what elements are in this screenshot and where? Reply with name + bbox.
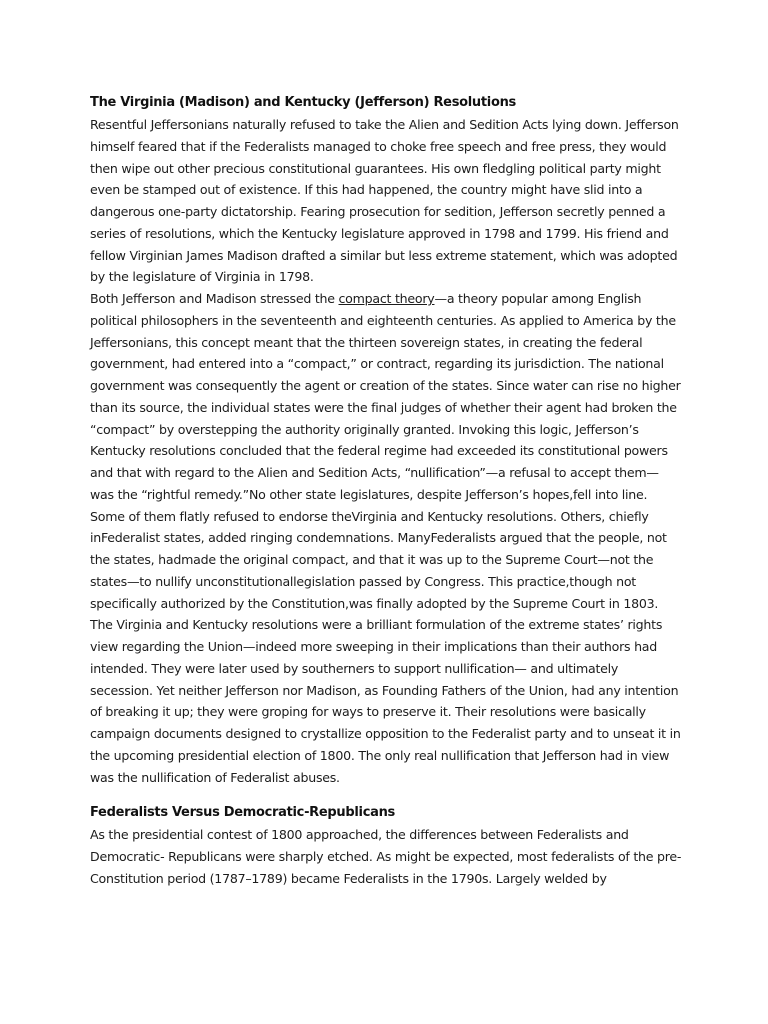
- paragraph-text: —a theory popular among English political philosophers in the seventeenth and eighteenth centuries. As applied to America by the Jeffersonians, this concept meant that the thirteen sovereign states, in creating the federal government, had entered into a “compact,” or contract, regarding its jurisdiction. The national government was consequently the agent or creation of the states. Since water can rise no higher than its source, the individual states were the final judges of whether their agent had broken the “compact” by overstepping the authority originally granted. Invoking this logic, Jefferson’s Kentucky resolutions concluded that the federal regime had exceeded its constitutional powers and that with regard to the Alien and Sedition Acts, “nullification”—a refusal to accept them—was the “rightful remedy.”No other state legislatures, despite Jefferson’s hopes,fell into line. Some of them flatly refused to endorse theVirginia and Kentucky resolutions. Others, chiefly inFederalist states, added ringing condemnations. ManyFederalists argued that the people, not the states, hadmade the original compact, and that it was up to the Supreme Court—not the states—to nullify unconstitutionallegislation passed by Congress. This practice,though not specifically authorized by the Constitution,was finally adopted by the Supreme Court in 1803.: [90, 291, 681, 611]
- paragraph-brilliant-formulation: The Virginia and Kentucky resolutions were a brilliant formulation of the extreme states’ rights view regarding the Union—indeed more sweeping in their implications than their authors had intended. They were later used by southerners to support nullification— and ultimately secession. Yet neither Jefferson nor Madison, as Founding Fathers of the Union, had any intention of breaking it up; they were groping for ways to preserve it. Their resolutions were basically campaign documents designed to crystallize opposition to the Federalist party and to unseat it in the upcoming presidential election of 1800. The only real nullification that Jefferson had in view was the nullification of Federalist abuses.: [90, 617, 681, 785]
- paragraph-text: Both Jefferson and Madison stressed the: [90, 291, 339, 306]
- paragraph-compact-theory: [90, 288, 682, 614]
- section-spacer: [90, 788, 682, 802]
- paragraph-presidential-contest: As the presidential contest of 1800 approached, the differences between Federalists and Democratic- Republicans were sharply etched. As might be expected, most federalists of the pre-Constitution period (1787–1789) became Federalists in the 1790s. Largely welded by: [90, 827, 682, 886]
- section-heading-resolutions: The Virginia (Madison) and Kentucky (Jefferson) Resolutions: [90, 95, 516, 110]
- document-page: [90, 92, 682, 890]
- paragraph-resentful-jeffersonians: Resentful Jeffersonians naturally refused to take the Alien and Sedition Acts lying down. Jefferson himself feared that if the Federalists managed to choke free speech and free press, they would then wipe out other precious constitutional guarantees. His own fledgling political party might even be stamped out of existence. If this had happened, the country might have slid into a dangerous one-party dictatorship. Fearing prosecution for sedition, Jefferson secretly penned a series of resolutions, which the Kentucky legislature approved in 1798 and 1799. His friend and fellow Virginian James Madison drafted a similar but less extreme statement, which was adopted by the legislature of Virginia in 1798.: [90, 117, 679, 285]
- compact-theory-link[interactable]: compact theory: [338, 291, 435, 306]
- section-heading-federalists: Federalists Versus Democratic-Republicans: [90, 805, 395, 821]
